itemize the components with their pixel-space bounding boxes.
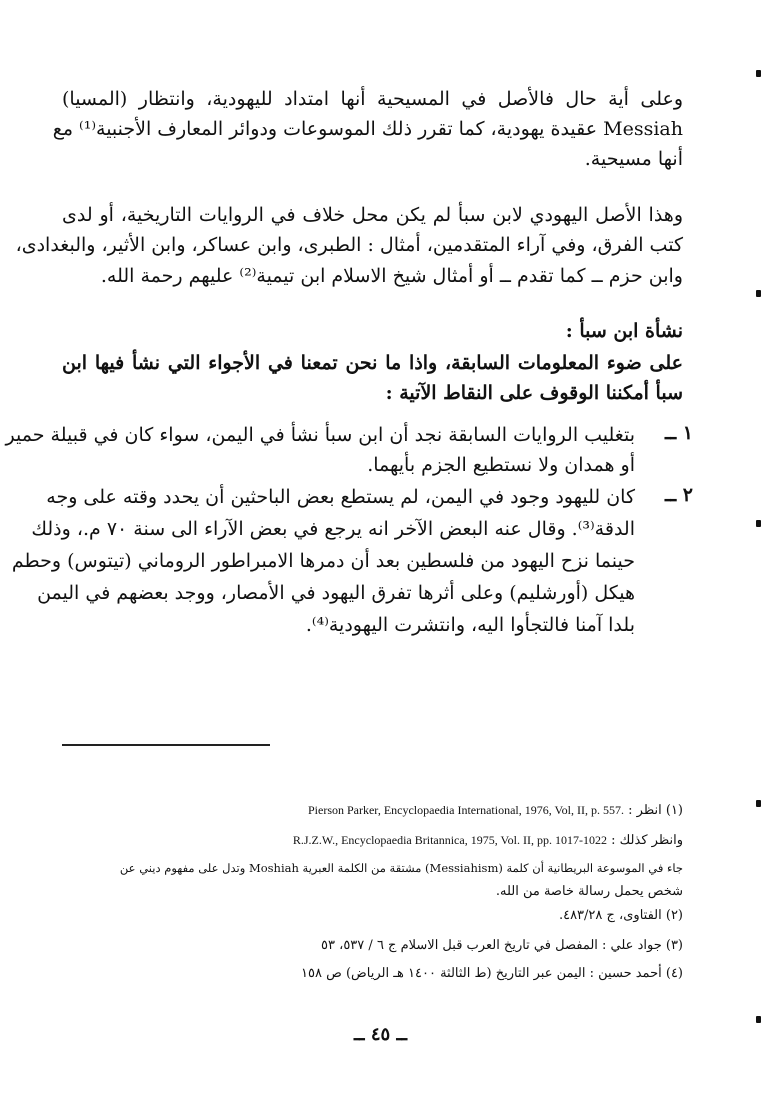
footnote-divider	[62, 744, 270, 746]
footnote-4: (٤) أحمد حسين : اليمن عبر التاريخ (ط الثالثة ١٤٠٠ هـ الرياض) ص ١٥٨	[301, 966, 683, 981]
scan-mark	[756, 1016, 761, 1023]
point-line: بلدا آمنا فالتجأوا اليه، وانتشرت اليهودية⁽⁴⁾.	[305, 614, 635, 636]
section-heading: نشأة ابن سبأ :	[565, 320, 683, 342]
point-line: أو همدان ولا نستطيع الجزم بأيهما.	[367, 454, 635, 476]
intro-line: سبأ أمكننا الوقوف على النقاط الآتية :	[385, 382, 683, 404]
body-line: وهذا الأصل اليهودي لابن سبأ لم يكن محل خلاف في الروايات التاريخية، أو لدى	[62, 204, 683, 226]
body-line: أنها مسيحية.	[584, 148, 683, 170]
body-line: وابن حزم ــ كما تقدم ــ أو أمثال شيخ الاسلام ابن تيمية⁽²⁾ عليهم رحمة الله.	[100, 265, 683, 287]
point-number: ١ ــ	[665, 422, 693, 444]
page-number: ــ ٤٥ ــ	[354, 1024, 407, 1045]
footnote-3: (٣) جواد علي : المفصل في تاريخ العرب قبل الاسلام ج ٦ / ٥٣٧، ٥٣	[321, 938, 683, 953]
body-line: وعلى أية حال فالأصل في المسيحية أنها امتداد لليهودية، وانتظار (المسيا)	[62, 88, 683, 110]
footnote-2: (٢) الفتاوى، ج ٤٨٣/٢٨.	[558, 908, 683, 923]
body-line: Messiah عقيدة يهودية، كما تقرر ذلك الموسوعات ودوائر المعارف الأجنبية⁽¹⁾ مع	[52, 118, 683, 140]
point-line: بتغليب الروايات السابقة نجد أن ابن سبأ نشأ في اليمن، سواء كان في قبيلة حمير	[5, 424, 635, 446]
scan-mark	[756, 290, 761, 297]
intro-line: على ضوء المعلومات السابقة، واذا ما نحن تمعنا في الأجواء التي نشأ فيها ابن	[62, 352, 683, 374]
point-number: ٢ ــ	[665, 484, 693, 506]
point-line: كان لليهود وجود في اليمن، لم يستطع بعض الباحثين أن يحدد وقته على وجه	[46, 486, 635, 508]
point-line: الدقة⁽³⁾. وقال عنه البعض الآخر انه يرجع في بعض الآراء الى سنة ٧٠ م.، وذلك	[31, 518, 635, 540]
footnote-1d: شخص يحمل رسالة خاصة من الله.	[495, 884, 683, 899]
scan-mark	[756, 70, 761, 77]
footnote-reference: Pierson Parker, Encyclopaedia International, 1976, Vol, II, p. 557.	[307, 803, 624, 817]
footnote-1c: جاء في الموسوعة البريطانية أن كلمة (Messiahism) مشتقة من الكلمة العبرية Moshiah وتدل على مفهوم ديني عن	[119, 861, 683, 875]
body-line: كتب الفرق، وفي آراء المتقدمين، أمثال : الطبرى، وابن عساكر، وابن الأثير، والبغدادى،	[15, 234, 683, 256]
scan-mark	[756, 520, 761, 527]
point-line: هيكل (أورشليم) وعلى أثرها تفرق اليهود في الأمصار، ووجد بعضهم في اليمن	[37, 582, 635, 604]
footnote-1	[96, 800, 683, 821]
footnote-reference: R.J.Z.W., Encyclopaedia Britannica, 1975, Vol. II, pp. 1017-1022	[292, 833, 607, 847]
scan-mark	[756, 800, 761, 807]
footnote-1b	[96, 830, 683, 851]
point-line: حينما نزح اليهود من فلسطين بعد أن دمرها الامبراطور الروماني (تيتوس) وحطم	[11, 550, 635, 572]
footnote-label: وانظر كذلك :	[611, 833, 683, 848]
footnote-label: (١) انظر :	[628, 803, 683, 818]
